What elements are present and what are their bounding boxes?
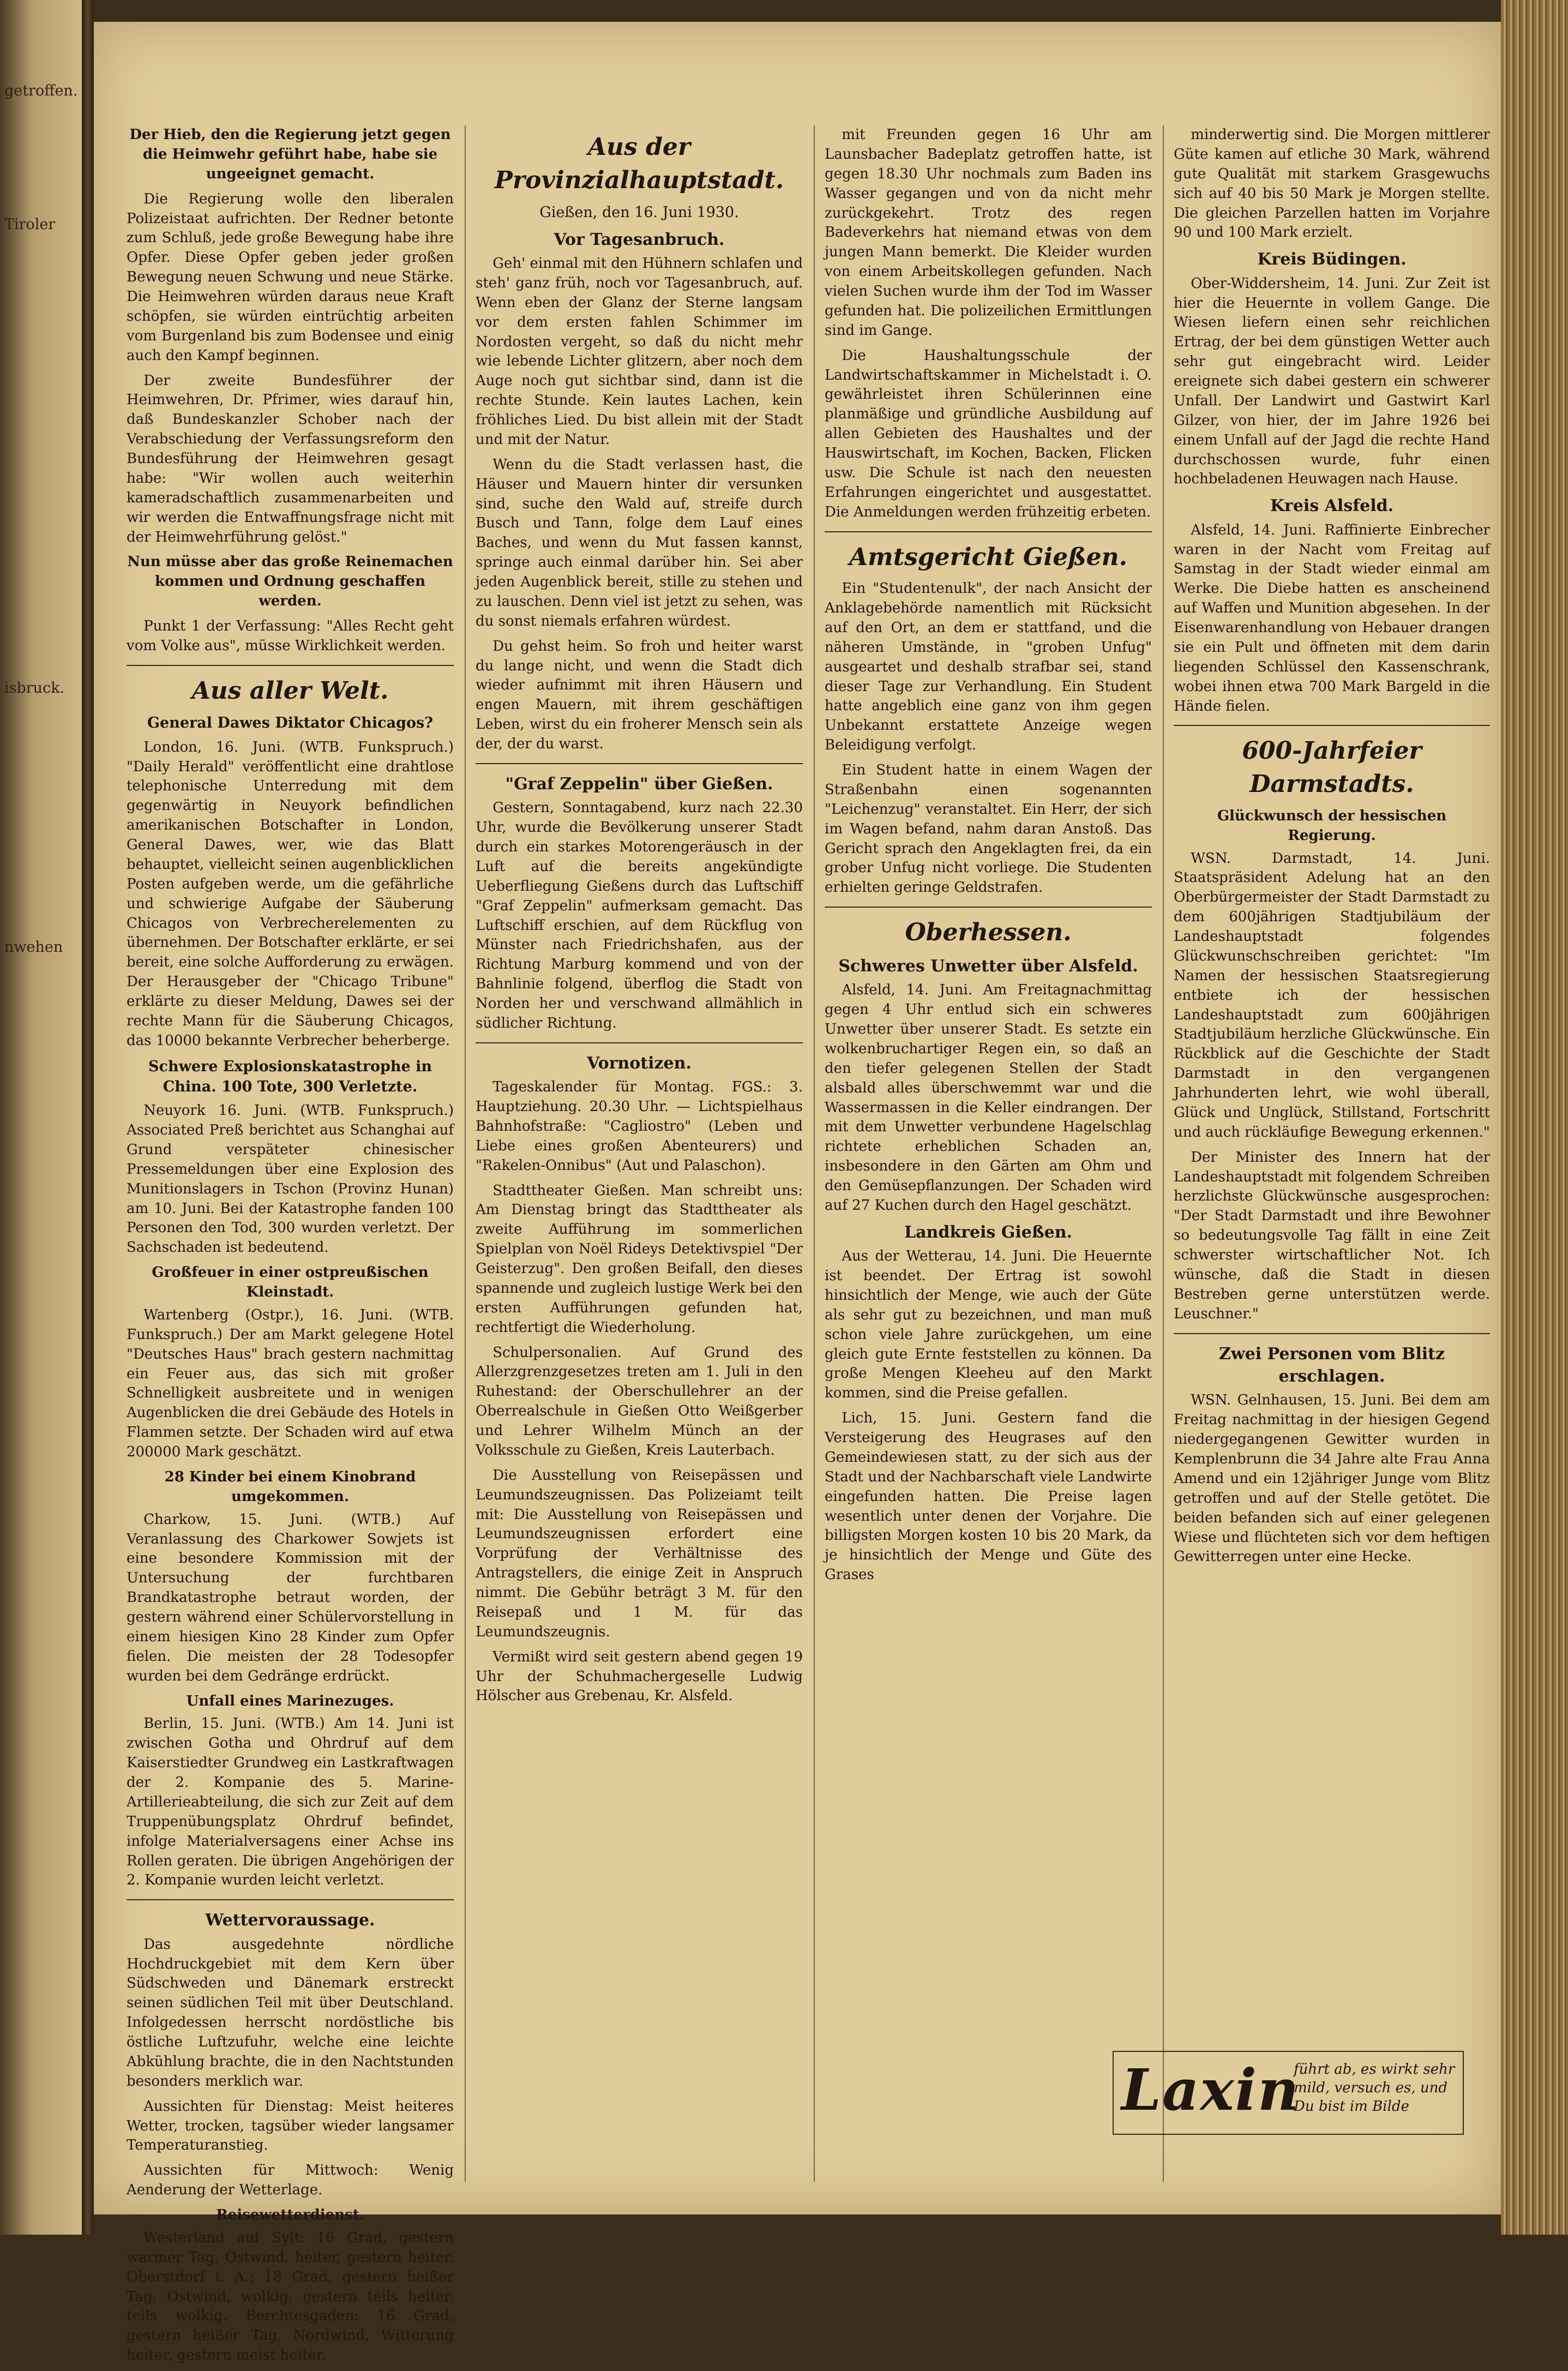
article-paragraph: Schulpersonalien. Auf Grund des Allerzgrenzgesetzes treten am 1. Juli in den Ruhestand: der Oberschullehrer an der Oberrealschule in Gießen Otto Weißgerber und Lehrer Wilhelm Münch an der Volksschule zu Gießen, Kreis Lauterbach. xyxy=(476,1344,803,1458)
article-paragraph: WSN. Gelnhausen, 15. Juni. Bei dem am Freitag nachmittag in der hiesigen Gegend niedergegangenen Gewitter wurden in Kemplenbrunn die 34 Jahre alte Frau Anna Amend und ein 12jähriger Junge vom Blitz getroffen und auf der Stelle getötet. Die beiden befanden sich auf einer gelegenen Wiese und flüchteten sich vor dem heftigen Gewitterregen unter eine Hecke. xyxy=(1174,1392,1490,1565)
headline: "Graf Zeppelin" über Gießen. xyxy=(505,774,773,794)
adjacent-page-fragment: isbruck. xyxy=(4,680,65,697)
article-paragraph: Das ausgedehnte nördliche Hochdruckgebiet mit dem Kern über Südschweden und Dänemark erstreckt seinen südlichen Teil mit über Deutschland. Infolgedessen herrscht nordöstliche bis östliche Luftzufuhr, welche eine leichte Abkühlung brachte, die in den Nachtstunden besonders merklich war. xyxy=(127,1936,454,2090)
article-paragraph: Der Minister des Innern hat der Landeshauptstadt mit folgendem Schreiben herzlichste Glückwünsche ausgesprochen: "Der Stadt Darmstadt und ihre Bewohner so bedeutungsvolle Tag fällt in eine Zeit schwerster wirtschaftlicher Not. Ich wünsche, daß die Stadt in diesen Bestreben gerne unterstützen werde. Leuschner." xyxy=(1174,1149,1490,1322)
article-paragraph: minderwertig sind. Die Morgen mittlerer Güte kamen auf etliche 30 Mark, während gute Qualität mit starkem Grasgewuchs sich auf 40 bis 50 Mark je Morgen stellte. Die gleichen Parzellen hatten im Vorjahre 90 und 100 Mark erzielt. xyxy=(1174,127,1490,241)
headline: Vor Tagesanbruch. xyxy=(554,230,725,249)
ad-brand: Laxin xyxy=(1121,2056,1300,2123)
headline: Kreis Alsfeld. xyxy=(1270,496,1394,516)
article-paragraph: Neuyork 16. Juni. (WTB. Funkspruch.) Associated Preß berichtet aus Schanghai auf Grund verspäteter chinesischer Pressemeldungen über eine Explosion des Munitionslagers in Tschon (Provinz Hunan) am 10. Juni. Bei der Katastrophe fanden 100 Personen den Tod, 300 wurden verletzt. Der Sachschaden ist bedeutend. xyxy=(127,1102,454,1256)
article-paragraph: Berlin, 15. Juni. (WTB.) Am 14. Juni ist zwischen Gotha und Ohrdruf auf dem Kaiserstiedter Grundweg ein Lastkraftwagen der 2. Kompanie des 5. Marine-Artillerieabteilung, die sich zur Zeit auf dem Truppenübungsplatz Ohrdruf befindet, infolge Materialversagens einer Achse ins Rollen geraten. Die übrigen Angehörigen der 2. Kompanie wurden leicht verletzt. xyxy=(127,1715,454,1889)
divider xyxy=(825,531,1152,532)
article-paragraph: mit Freunden gegen 16 Uhr am Launsbacher Badeplatz getroffen hatte, ist gegen 18.30 Uhr nochmals zum Baden ins Wasser gegangen und von da nicht mehr zurückgekehrt. Trotz des regen Badeverkehrs hat niemand etwas von dem jungen Mann bemerkt. Die Kleider wurden von einem Arbeitskollegen gefunden. Nach vielen Suchen wurde ihm der Tod im Wasser gefunden hat. Die polizeilichen Ermittlungen sind im Gange. xyxy=(825,127,1152,339)
article-paragraph: Geh' einmal mit den Hühnern schlafen und steh' ganz früh, noch vor Tagesanbruch, auf. Wenn eben der Glanz der Sterne langsam vor dem ersten fahlen Schimmer im Nordosten vergeht, so daß du nicht mehr wie lebende Lichter glitzern, aber noch dem Auge noch gut sichtbar sind, dann ist die rechte Stunde. Kein lautes Lachen, kein fröhliches Lied. Du bist allein mit der Stadt und mit der Natur. xyxy=(476,255,803,448)
article-paragraph: Punkt 1 der Verfassung: "Alles Recht geht vom Volke aus", müsse Wirklichkeit werden. xyxy=(127,618,454,654)
article-paragraph: Nun müsse aber das große Reinemachen kommen und Ordnung geschaffen werden. xyxy=(127,554,453,610)
column-rule xyxy=(814,125,815,2182)
headline: 28 Kinder bei einem Kinobrand umgekommen. xyxy=(164,1468,416,1505)
column-rule xyxy=(1163,125,1164,2182)
adjacent-page-fragment: Tiroler xyxy=(4,216,56,233)
divider xyxy=(127,665,454,666)
headline: Kreis Büdingen. xyxy=(1257,250,1407,269)
article-paragraph: Westerland auf Sylt: 16 Grad, gestern warmer Tag, Ostwind, heiter, gestern heiter. Oberstdorf i. A.: 18 Grad, gestern heißer Tag, Ostwind, wolkig, gestern teils heiter, teils wolkig. Berchtesgaden: 16 Grad, gestern heißer Tag, Nordwind, Witterung heiter, gestern meist heiter. xyxy=(127,2229,454,2364)
article-paragraph: Lich, 15. Juni. Gestern fand die Versteigerung des Heugrases auf den Gemeindewiesen statt, zu der sich aus der Stadt und der Nachbarschaft viele Landwirte eingefunden hatten. Die Preise lagen wesentlich unter denen der Vorjahre. Die billigsten Morgen kosten 10 bis 20 Mark, da je hinsichtlich der Menge und Güte des Grases xyxy=(825,1410,1152,1583)
column-4 xyxy=(1174,125,1490,1572)
headline: Reisewetterdienst. xyxy=(216,2207,364,2224)
section-title: Amtsgericht Gießen. xyxy=(849,543,1127,571)
dateline: Gießen, den 16. Juni 1930. xyxy=(539,204,739,221)
headline: Unfall eines Marinezuges. xyxy=(186,1692,394,1709)
article-paragraph: Aus der Wetterau, 14. Juni. Die Heuernte ist beendet. Der Ertrag ist sowohl hinsichtlich der Menge, wie auch der Güte als sehr gut zu bezeichnen, und man muß schon viele Jahre zurückgehen, um eine gleich gute Ernte feststellen zu können. Da große Mengen Kleeheu auf den Markt kommen, sind die Preise gefallen. xyxy=(825,1248,1152,1402)
section-title: Aus der Provinzialhauptstadt. xyxy=(494,133,784,194)
divider xyxy=(476,1042,803,1043)
adjacent-page-fragment: getroffen. xyxy=(4,82,78,99)
article-paragraph: Der zweite Bundesführer der Heimwehren, Dr. Pfrimer, wies darauf hin, daß Bundeskanzler Schober nach der Verabschiedung der Verfassungsreform den Bundesführung der Heimwehren gesagt habe: "Wir wollen auch weiterhin kameradschaftlich zusammenarbeiten und wir werden die Entwaffnungsfrage nicht mit der Heimwehrführung gelöst." xyxy=(127,372,454,545)
section-title: Aus aller Welt. xyxy=(191,676,389,705)
article-paragraph: WSN. Darmstadt, 14. Juni. Staatspräsident Adelung hat an den Oberbürgermeister der Stadt Darmstadt zu dem 600jährigen Stadtjubiläum der Landeshauptstadt folgendes Glückwunschschreiben gerichtet: "Im Namen der hessischen Staatsregierung entbiete ich der hessischen Landeshauptstadt zum 600jährigen Stadtjubiläum herzliche Glückwünsche. Ein Rückblick auf die Geschichte der Stadt Darmstadt in den vergangenen Jahrhunderten lehrt, wie wohl überall, Glück und Unglück, Stillstand, Fortschritt und auch rückläufige Bewegung erkennen." xyxy=(1174,850,1490,1141)
headline: Wettervoraussage. xyxy=(205,1911,375,1930)
article-paragraph: Aussichten für Mittwoch: Wenig Aenderung der Wetterlage. xyxy=(127,2162,454,2199)
article-paragraph: Die Regierung wolle den liberalen Polizeistaat aufrichten. Der Redner betonte zum Schluß, jede große Bewegung habe ihre Opfer. Diese Opfer geben jeder großen Bewegung neuen Schwung und neue Stärke. Die Heimwehren würden daraus neue Kraft schöpfen, sie würden eintrüchtig arbeiten vom Burgenland bis zum Bodensee und einig auch den Kampf beginnen. xyxy=(127,190,454,364)
article-paragraph: Stadttheater Gießen. Man schreibt uns: Am Dienstag bringt das Stadttheater als zweite Aufführung im sommerlichen Spielplan von Noël Rideys Detektivspiel "Der Geisterzug". Den großen Beifall, den dieses spannende und zugleich lustige Werk bei den ersten Aufführungen gefunden hat, rechtfertigt die Wiederholung. xyxy=(476,1182,803,1336)
headline: Landkreis Gießen. xyxy=(904,1222,1072,1242)
headline: Vornotizen. xyxy=(587,1053,692,1073)
article-paragraph: Die Haushaltungsschule der Landwirtschaftskammer in Michelstadt i. O. gewährleistet ihren Schülerinnen eine planmäßige und gründliche Ausbildung auf allen Gebieten des Haushaltes und der Hauswirtschaft, im Kochen, Backen, Flicken usw. Die Schule ist nach den neuesten Erfahrungen eingerichtet und ausgestattet. Die Anmeldungen werden frühzeitig erbeten. xyxy=(825,347,1152,520)
intro-heading: Der Hieb, den die Regierung jetzt gegen die Heimwehr geführt habe, habe sie ungeeignet gemacht. xyxy=(129,127,451,182)
headline: General Dawes Diktator Chicagos? xyxy=(147,715,434,732)
headline: Schweres Unwetter über Alsfeld. xyxy=(838,956,1138,976)
article-paragraph: Vermißt wird seit gestern abend gegen 19 Uhr der Schuhmachergeselle Ludwig Hölscher aus Grebenau, Kr. Alsfeld. xyxy=(476,1648,803,1704)
article-paragraph: Du gehst heim. So froh und heiter warst du lange nicht, und wenn die Stadt dich wieder aufnimmt mit ihren Häusern und engen Mauern, mit ihrem geschäftigen Leben, wirst du ein froherer Mensch sein als der, der du warst. xyxy=(476,638,803,753)
article-paragraph: Wenn du die Stadt verlassen hast, die Häuser und Mauern hinter dir versunken sind, suche den Wald auf, streife durch Busch und Tann, folge dem Lauf eines Baches, und wenn du Mut fassen kannst, springe auch einmal darüber hin. Sei aber jeden Augenblick bereit, stille zu stehen und zu lauschen. Denn viel ist jetzt zu sehen, was du sonst niemals erfahren würdest. xyxy=(476,456,803,629)
article-paragraph: Aussichten für Dienstag: Meist heiteres Wetter, trocken, tagsüber wieder langsamer Temperaturanstieg. xyxy=(127,2098,454,2154)
newspaper-page xyxy=(94,22,1501,2364)
divider xyxy=(1174,725,1490,726)
headline: Großfeuer in einer ostpreußischen Kleinstadt. xyxy=(152,1264,429,1301)
article-paragraph: Ober-Widdersheim, 14. Juni. Zur Zeit ist hier die Heuernte in vollem Gange. Die Wiesen liefern einen sehr reichlichen Ertrag, der bei dem günstigen Wetter auch sehr gut eingebracht wird. Leider ereignete sich dabei gestern ein schwerer Unfall. Der Landwirt und Gastwirt Karl Gilzer, von hier, der im Jahre 1926 bei einem Unfall auf der Jagd die rechte Hand durchschossen wurde, fuhr einen hochbeladenen Heuwagen nach Hause. xyxy=(1174,275,1490,488)
article-paragraph: Gestern, Sonntagabend, kurz nach 22.30 Uhr, wurde die Bevölkerung unserer Stadt durch ein starkes Motorengeräusch in der Luft auf die bereits angekündigte Ueberfliegung Gießens durch das Luftschiff "Graf Zeppelin" aufmerksam gemacht. Das Luftschiff erschien, auf dem Rückflug von Münster nach Friedrichshafen, aus der Richtung Marburg kommend und von der Bahnlinie folgend, überflog die Stadt von Norden her und verschwand allmählich in südlicher Richtung. xyxy=(476,800,803,1031)
divider xyxy=(825,907,1152,908)
adjacent-page-strip xyxy=(0,0,82,2235)
page-edges xyxy=(1501,0,1568,2235)
laxin-advertisement xyxy=(1113,2051,1464,2135)
divider xyxy=(1174,1333,1490,1334)
section-title: 600-Jahrfeier Darmstadts. xyxy=(1242,737,1422,799)
column-3 xyxy=(825,125,1152,1590)
column-2 xyxy=(476,125,803,1712)
article-paragraph: Ein "Studentenulk", der nach Ansicht der Anklagebehörde namentlich mit Rücksicht auf den Ort, an dem er stattfand, und die näheren Umstände, in "groben Unfug" ausgeartet und deshalb strafbar sei, stand dieser Tage zur Verhandlung. Ein Student hatte angeblich eine ganz von ihm gegen Unbekannt erstattete Anzeige wegen Beleidigung verfolgt. xyxy=(825,580,1152,754)
headline: Schwere Explosionskatastrophe in China. 100 Tote, 300 Verletzte. xyxy=(148,1058,432,1095)
article-paragraph: Charkow, 15. Juni. (WTB.) Auf Veranlassung des Charkower Sowjets ist eine besondere Kommission mit der Untersuchung der furchtbaren Brandkatastrophe betraut worden, der gestern während einer Schülervorstellung in einem hiesigen Kino 28 Kinder zum Opfer fielen. Die meisten der 28 Todesopfer wurden bei dem Gedränge erdrückt. xyxy=(127,1511,454,1684)
article-paragraph: Wartenberg (Ostpr.), 16. Juni. (WTB. Funkspruch.) Der am Markt gelegene Hotel "Deutsches Haus" brach gestern nachmittag ein Feuer aus, das sich mit großer Schnelligkeit ausbreitete und in wenigen Augenblicken die drei Gebäude des Hotels in Flammen setzte. Der Schaden wird auf etwa 200000 Mark geschätzt. xyxy=(127,1306,454,1461)
article-paragraph: Alsfeld, 14. Juni. Raffinierte Einbrecher waren in der Nacht vom Freitag auf Samstag in der Stadt wieder einmal am Werke. Die Diebe hatten es anscheinend auf Waffen und Munition abgesehen. In der Eisenwarenhandlung von Hebauer drangen sie ein Pult und öffneten mit dem darin liegenden Schlüssel den Kassenschrank, wobei ihnen etwa 700 Mark Bargeld in die Hände fielen. xyxy=(1174,521,1490,715)
column-1 xyxy=(127,125,454,2371)
divider xyxy=(127,1899,454,1900)
divider xyxy=(476,763,803,764)
section-title: Oberhessen. xyxy=(905,919,1072,947)
headline: Glückwunsch der hessischen Regierung. xyxy=(1217,807,1447,844)
headline: Zwei Personen vom Blitz erschlagen. xyxy=(1218,1344,1445,1386)
ad-slogan: führt ab, es wirkt sehr mild, versuch es, und Du bist im Bilde xyxy=(1294,2061,1455,2115)
article-paragraph: Ein Student hatte in einem Wagen der Straßenbahn einen sogenannten "Leichenzug" veranstaltet. Ein Herr, der sich im Wagen befand, nahm daran Anstoß. Das Gericht sprach den Angeklagten frei, da ein grober Unfug nicht vorliege. Die Studenten erhielten geringe Geldstrafen. xyxy=(825,762,1152,896)
column-rule xyxy=(465,125,466,2182)
article-paragraph: Die Ausstellung von Reisepässen und Leumundszeugnissen. Das Polizeiamt teilt mit: Die Ausstellung von Reisepässen und Leumundszeugnissen erfordert eine Vorprüfung der Verhältnisse des Antragstellers, die einige Zeit in Anspruch nimmt. Die Gebühr beträgt 3 M. für den Reisepaß und 1 M. für das Leumundszeugnis. xyxy=(476,1467,803,1640)
book-binding xyxy=(82,0,94,2235)
article-paragraph: Alsfeld, 14. Juni. Am Freitagnachmittag gegen 4 Uhr entlud sich ein schweres Unwetter über unserer Stadt. Es setzte ein wolkenbruchartiger Regen ein, so daß an den tiefer gelegenen Stellen der Stadt alsbald alles überschwemmt war und die Wassermassen in die Keller eindrangen. Der mit dem Unwetter verbundene Hagelschlag richtete erheblichen Schaden an, insbesondere in den Gärten am Ohm und den Gemüsepflanzungen. Der Schaden wird auf 27 Kuchen durch den Hagel geschätzt. xyxy=(825,982,1152,1214)
adjacent-page-fragment: nwehen xyxy=(4,939,63,956)
article-paragraph: Tageskalender für Montag. FGS.: 3. Hauptziehung. 20.30 Uhr. — Lichtspielhaus Bahnhofstraße: "Cagliostro" (Leben und Liebe eines großen Abenteurers) und "Rakelen-Onnibus" (Aut und Palaschon). xyxy=(476,1079,803,1174)
article-paragraph: London, 16. Juni. (WTB. Funkspruch.) "Daily Herald" veröffentlicht eine drahtlose telephonische Unterredung mit dem gegenwärtig in Neuyork befindlichen amerikanischen Botschafter in London, General Dawes, wer, wie das Blatt behauptet, vielleicht seinen augenblicklichen Posten aufgeben werde, um die gefährliche und schwierige Aufgabe der Säuberung Chicagos von Verbrecherelementen zu übernehmen. Der Botschafter erklärte, er sei bereit, eine solche Aufforderung zu erwägen. Der Herausgeber der "Chicago Tribune" erklärte zu dieser Meldung, Dawes sei der rechte Mann für die Säuberung Chicagos, das 10000 bekannte Verbrecher beherberge. xyxy=(127,739,454,1049)
